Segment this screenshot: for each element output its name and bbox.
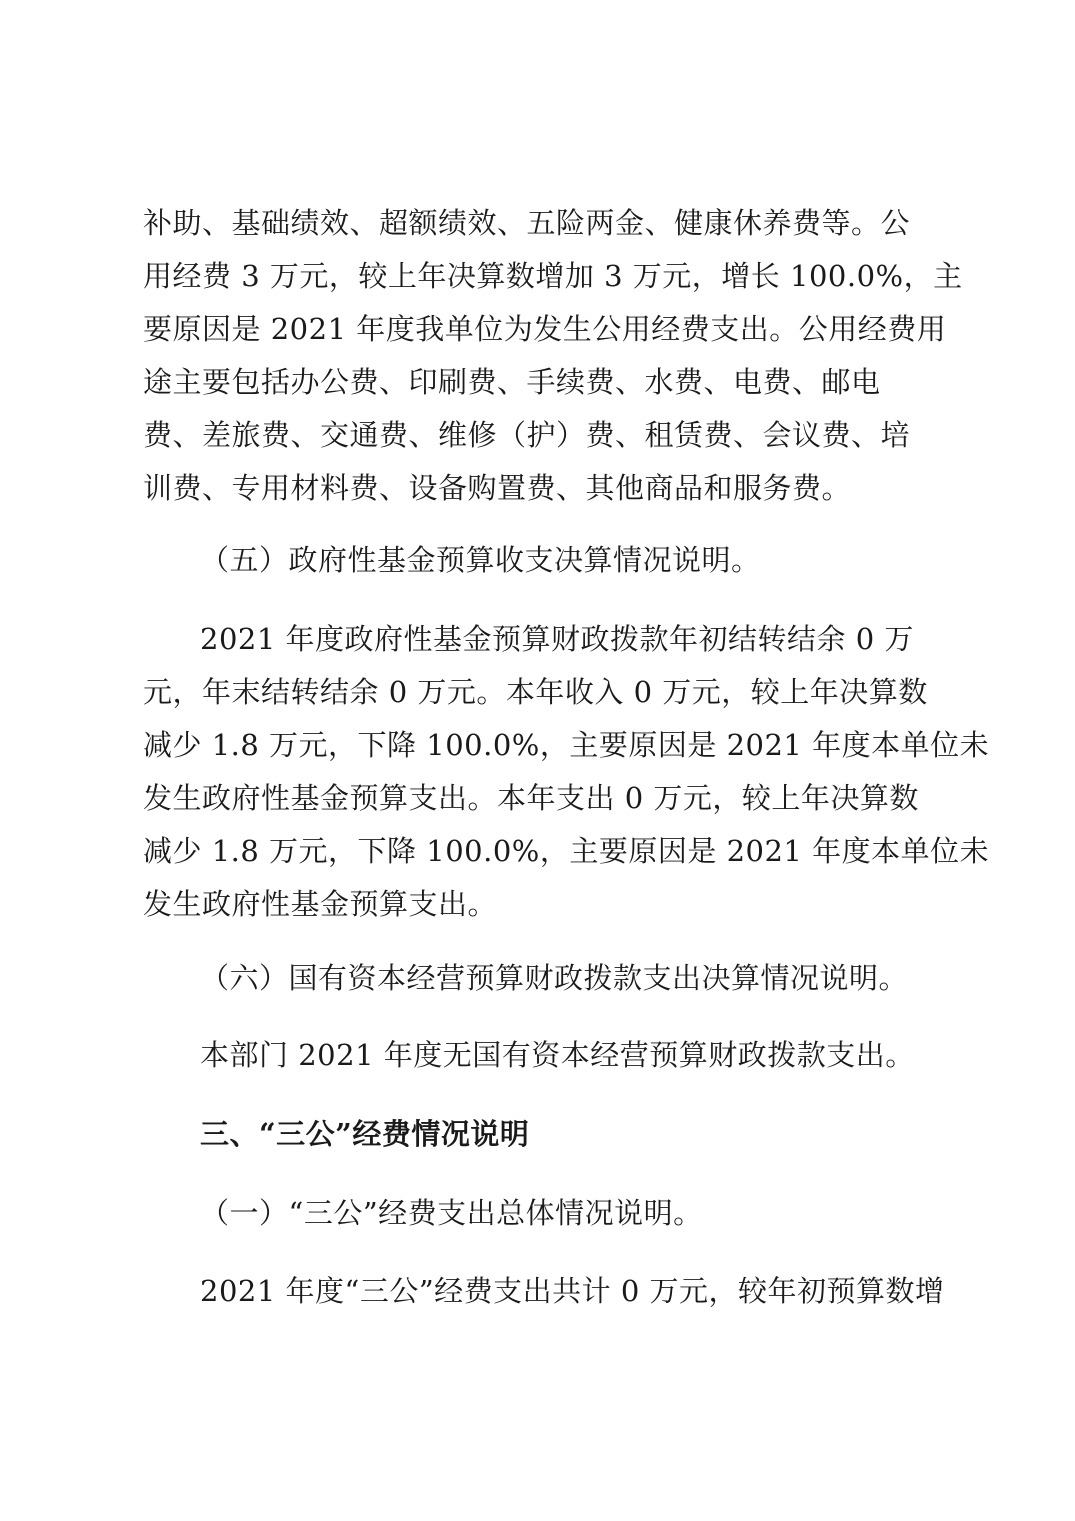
paragraph-line: 发生政府性基金预算支出。本年支出 0 万元，较上年决算数 (143, 781, 919, 815)
chapter-heading-3: 三、“三公”经费情况说明 (200, 1117, 530, 1151)
paragraph-line: 用经费 3 万元，较上年决算数增加 3 万元，增长 100.0%，主 (143, 259, 963, 293)
paragraph-line: 训费、专用材料费、设备购置费、其他商品和服务费。 (143, 471, 852, 505)
paragraph-line: 费、差旅费、交通费、维修（护）费、租赁费、会议费、培 (143, 418, 911, 452)
paragraph-line: 2021 年度“三公”经费支出共计 0 万元，较年初预算数增 (200, 1274, 945, 1308)
section-heading-6: （六）国有资本经营预算财政拨款支出决算情况说明。 (200, 961, 909, 995)
paragraph-line: 补助、基础绩效、超额绩效、五险两金、健康休养费等。公 (143, 206, 911, 240)
paragraph-line: 发生政府性基金预算支出。 (143, 887, 498, 921)
paragraph-line: 本部门 2021 年度无国有资本经营预算财政拨款支出。 (200, 1038, 915, 1072)
paragraph-line: 减少 1.8 万元，下降 100.0%，主要原因是 2021 年度本单位未 (143, 728, 990, 762)
paragraph-line: 2021 年度政府性基金预算财政拨款年初结转结余 0 万 (200, 622, 914, 656)
paragraph-line: 减少 1.8 万元，下降 100.0%，主要原因是 2021 年度本单位未 (143, 834, 990, 868)
paragraph-line: 途主要包括办公费、印刷费、手续费、水费、电费、邮电 (143, 365, 881, 399)
paragraph-line: 要原因是 2021 年度我单位为发生公用经费支出。公用经费用 (143, 312, 947, 346)
paragraph-line: 元，年末结转结余 0 万元。本年收入 0 万元，较上年决算数 (143, 675, 928, 709)
section-heading-5: （五）政府性基金预算收支决算情况说明。 (200, 543, 761, 577)
section-heading-3-1: （一）“三公”经费支出总体情况说明。 (200, 1196, 703, 1230)
